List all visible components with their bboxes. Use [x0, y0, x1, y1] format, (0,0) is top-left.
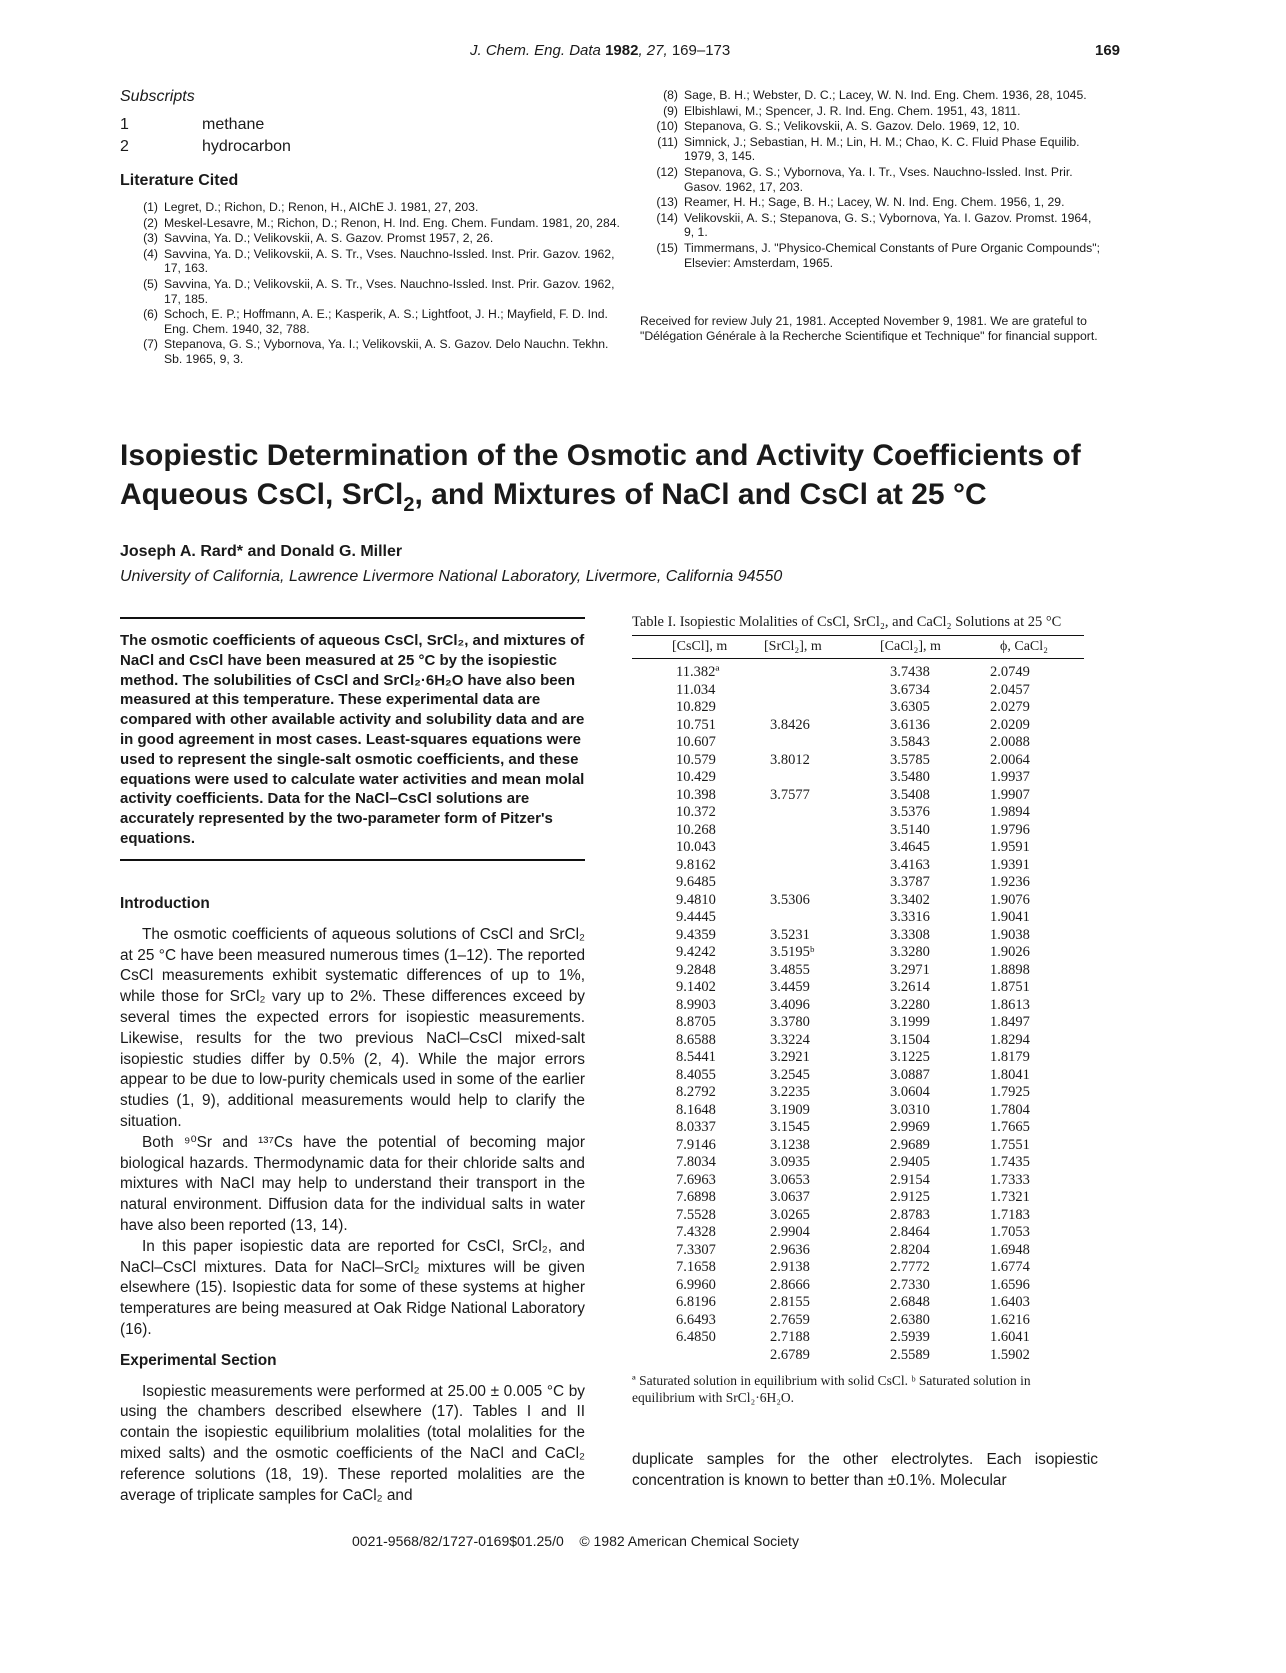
table-row [632, 717, 1092, 735]
cell-phi: 1.6403 [990, 1294, 1030, 1310]
table-header-row [632, 636, 1092, 658]
reference-item [640, 88, 1100, 103]
cell-cscl: 7.1658 [676, 1259, 716, 1275]
page-footer [352, 1533, 799, 1549]
reference-text: Simnick, J.; Sebastian, H. M.; Lin, H. M.; Chao, K. C. Fluid Phase Equilib. 1979, 3, 145. [684, 134, 1080, 164]
table-row [632, 962, 1092, 980]
cell-phi: 1.5902 [990, 1346, 1030, 1363]
cell-srcl2: 3.3224 [770, 1031, 810, 1048]
table-row [632, 682, 1092, 700]
cell-cacl2: 3.5376 [890, 804, 930, 820]
cell-phi: 1.6216 [990, 1311, 1030, 1328]
reference-text: Reamer, H. H.; Sage, B. H.; Lacey, W. N. Ind. Eng. Chem. 1956, 1, 29. [684, 195, 1065, 210]
cell-cscl: 9.1402 [676, 979, 716, 995]
reference-text: Sage, B. H.; Webster, D. C.; Lacey, W. N. Ind. Eng. Chem. 1936, 28, 1045. [684, 88, 1087, 102]
reference-item [640, 211, 1100, 240]
cell-srcl2: 3.1909 [770, 1101, 810, 1118]
cell-srcl2 [742, 664, 860, 682]
cell-cacl2: 3.0887 [890, 1066, 930, 1083]
cell-srcl2: 3.3780 [770, 1014, 810, 1030]
reference-item [640, 119, 1100, 134]
reference-list-left [120, 200, 620, 367]
cell-cscl: 10.829 [676, 699, 716, 715]
cell-srcl2 [742, 874, 860, 892]
cell-cacl2: 2.7330 [890, 1276, 930, 1293]
cell-phi: 1.6948 [990, 1241, 1030, 1258]
cell-cscl [632, 1347, 742, 1365]
cell-phi: 1.9591 [990, 839, 1030, 855]
cell-cacl2: 3.1225 [890, 1049, 930, 1065]
cell-srcl2: 3.0653 [770, 1171, 810, 1188]
cell-cscl: 9.4810 [676, 891, 716, 908]
reference-number: (4) [143, 246, 158, 261]
cell-cscl: 7.4328 [676, 1224, 716, 1240]
reference-number: (7) [143, 337, 158, 352]
cell-srcl2: 3.2921 [770, 1049, 810, 1065]
cell-cscl: 8.8705 [676, 1014, 716, 1030]
reference-text: Stepanova, G. S.; Vybornova, Ya. I. Tr., Vses. Nauchno-Issled. Inst. Prir. Gasov. 1962, 17, 203. [684, 164, 1073, 194]
cell-cacl2: 2.9969 [890, 1119, 930, 1135]
cell-srcl2: 2.7188 [770, 1329, 810, 1345]
reference-number: (8) [663, 88, 678, 102]
reference-text: Velikovskii, A. S.; Stepanova, G. S.; Vybornova, Ya. I. Gazov. Promst. 1964, 9, 1. [684, 210, 1092, 240]
cell-cacl2: 3.6305 [890, 699, 930, 715]
cell-phi: 2.0457 [990, 681, 1030, 698]
table-row [632, 804, 1092, 822]
reference-text: Timmermans, J. "Physico-Chemical Constants of Pure Organic Compounds"; Elsevier: Amsterdam, 1965. [684, 240, 1100, 270]
cell-phi: 1.9236 [990, 874, 1030, 890]
table-row [632, 1277, 1092, 1295]
table-header-phi: ϕ, CaCl₂ [1000, 639, 1049, 654]
table-header-rule [632, 658, 1084, 659]
cell-cacl2: 2.8204 [890, 1241, 930, 1258]
cell-phi: 1.6596 [990, 1276, 1030, 1293]
table-row [632, 1102, 1092, 1120]
reference-item [120, 277, 620, 306]
cell-cacl2: 2.9405 [890, 1154, 930, 1170]
table-caption: Table I. Isopiestic Molalities of CsCl, SrCl₂, and CaCl₂ Solutions at 25 °C [632, 614, 1062, 630]
table-row [632, 927, 1092, 945]
page-number: 169 [1095, 42, 1121, 59]
cell-cscl: 8.6588 [676, 1031, 716, 1048]
cell-srcl2: 3.8012 [770, 751, 810, 768]
cell-phi: 1.8294 [990, 1031, 1030, 1048]
journal-year: 1982 [605, 42, 639, 59]
cell-phi: 2.0064 [990, 751, 1030, 768]
cell-cscl: 8.0337 [676, 1119, 716, 1135]
reference-list-right [640, 88, 1100, 270]
subscript-key: 1 [120, 116, 129, 133]
cell-cscl: 8.2792 [676, 1084, 716, 1100]
cell-srcl2: 3.5231 [770, 926, 810, 943]
table-header-cscl: [CsCl], m [672, 639, 728, 654]
cell-srcl2: 3.4459 [770, 979, 810, 995]
reference-number: (6) [143, 307, 158, 322]
reference-number: (13) [656, 195, 678, 210]
cell-srcl2: 2.8666 [770, 1276, 810, 1293]
cell-phi: 1.7665 [990, 1119, 1030, 1135]
journal-name: J. Chem. Eng. Data [470, 42, 601, 59]
cell-cacl2: 3.4645 [890, 839, 930, 855]
article-title [120, 436, 1180, 525]
reference-text: Stepanova, G. S.; Velikovskii, A. S. Gazov. Delo. 1969, 12, 10. [684, 119, 1020, 134]
subscript-value: methane [202, 116, 265, 133]
cell-cacl2: 3.1504 [890, 1031, 930, 1048]
cell-phi: 1.9894 [990, 804, 1030, 820]
received-note: Received for review July 21, 1981. Accepted November 9, 1981. We are grateful to "Délégation Générale à la Recherche Scientifique et Technique" for financial support. [640, 314, 1098, 343]
reference-number: (5) [143, 276, 158, 291]
cell-phi: 1.6774 [990, 1259, 1030, 1275]
table-footnote: ª Saturated solution in equilibrium with solid CsCl. ᵇ Saturated solution in equilibrium with SrCl₂·6H₂O. [632, 1373, 1031, 1405]
table-row [632, 839, 1092, 857]
cell-srcl2: 3.5306 [770, 891, 810, 908]
cell-srcl2: 2.7659 [770, 1311, 810, 1328]
cell-srcl2 [742, 682, 860, 700]
cell-srcl2 [742, 699, 860, 717]
cell-cacl2: 2.9689 [890, 1136, 930, 1153]
previous-article-tail-left [120, 88, 620, 368]
cell-phi: 1.7551 [990, 1136, 1030, 1153]
cell-cacl2: 3.7438 [890, 664, 930, 680]
intro-paragraph-3: In this paper isopiestic data are reported for CsCl, SrCl₂, and NaCl–CsCl mixtures. Data for NaCl–SrCl₂ mixtures will be given elsewhere (15). Isopiestic data for some of these systems at higher temperatures are being measured at Oak Ridge National Laboratory (16). [120, 1237, 585, 1338]
table-row [632, 1032, 1092, 1050]
cell-phi: 2.0749 [990, 664, 1030, 680]
cell-srcl2: 2.9138 [770, 1259, 810, 1275]
cell-cacl2: 3.6734 [890, 681, 930, 698]
cell-cacl2: 2.6848 [890, 1294, 930, 1310]
cell-cscl: 10.429 [676, 769, 716, 785]
cell-srcl2: 3.2545 [770, 1066, 810, 1083]
table-row [632, 1294, 1092, 1312]
table-row [632, 857, 1092, 875]
cell-phi: 1.9907 [990, 786, 1030, 803]
cell-phi: 1.6041 [990, 1329, 1030, 1345]
table-row [632, 752, 1092, 770]
reference-item [640, 195, 1100, 210]
reference-number: (12) [656, 164, 678, 179]
cell-cscl: 8.4055 [676, 1066, 716, 1083]
cell-phi: 1.7183 [990, 1206, 1030, 1223]
cell-cacl2: 2.5589 [890, 1346, 930, 1363]
cell-cscl: 10.043 [676, 839, 716, 855]
reference-text: Meskel-Lesavre, M.; Richon, D.; Renon, H. Ind. Eng. Chem. Fundam. 1981, 20, 284. [164, 215, 620, 230]
cell-srcl2: 2.9904 [770, 1224, 810, 1240]
cell-phi: 1.9041 [990, 909, 1030, 925]
cell-phi: 1.9038 [990, 926, 1030, 943]
cell-phi: 1.8898 [990, 961, 1030, 978]
cell-srcl2: 3.4855 [770, 961, 810, 978]
reference-text: Schoch, E. P.; Hoffmann, A. E.; Kasperik, A. S.; Lightfoot, J. H.; Mayfield, F. D. Ind. Eng. Chem. 1940, 32, 788. [164, 307, 608, 336]
cell-srcl2 [742, 839, 860, 857]
cell-cscl: 6.9960 [676, 1276, 716, 1293]
cell-srcl2: 2.9636 [770, 1241, 810, 1258]
cell-phi: 1.7925 [990, 1084, 1030, 1100]
table-row [632, 664, 1092, 682]
cell-cacl2: 3.0604 [890, 1084, 930, 1100]
cell-phi: 1.7053 [990, 1224, 1030, 1240]
cell-phi: 1.7435 [990, 1154, 1030, 1170]
cell-srcl2: 3.0935 [770, 1154, 810, 1170]
table-row [632, 1224, 1092, 1242]
reference-item [120, 216, 620, 231]
cell-srcl2 [742, 769, 860, 787]
table-row [632, 1329, 1092, 1347]
cell-cscl: 6.4850 [676, 1329, 716, 1345]
reference-number: (10) [656, 119, 678, 134]
cell-cscl: 7.8034 [676, 1154, 716, 1170]
table-row [632, 1154, 1092, 1172]
cell-srcl2: 3.0637 [770, 1189, 810, 1205]
reference-number: (9) [663, 103, 678, 118]
journal-pages: 169–173 [671, 42, 731, 59]
running-header: J. Chem. Eng. Data 1982, 27, 169–173 [470, 42, 731, 59]
reference-item [120, 337, 620, 366]
table-row [632, 1207, 1092, 1225]
abstract: The osmotic coefficients of aqueous CsCl, SrCl₂, and mixtures of NaCl and CsCl have been measured at 25 °C by the isopiestic method. The solubilities of CsCl and SrCl₂·6H₂O have also been measured at this temperature. These experimental data are compared with other available activity and solubility data and are in good agreement in most cases. Least-squares equations were used to represent the single-salt osmotic coefficients, and these equations were used to calculate water activities and mean molal activity coefficients. Data for the NaCl–CsCl solutions are accurately represented by the two-parameter form of Pitzer's equations. [120, 617, 585, 861]
table-row [632, 1137, 1092, 1155]
cell-srcl2 [742, 857, 860, 875]
cell-phi: 2.0279 [990, 699, 1030, 715]
reference-item [640, 135, 1100, 164]
cell-cacl2: 3.5843 [890, 734, 930, 750]
intro-paragraph-2: Both ⁹⁰Sr and ¹³⁷Cs have the potential of becoming major biological hazards. Thermodynamic data for their chloride salts and mixtures with NaCl may help to understand their transport in the natural environment. Diffusion data for the individual salts in water have also been reported (13, 14). [120, 1133, 585, 1234]
cell-cacl2: 3.5140 [890, 821, 930, 838]
table-row [632, 1347, 1092, 1365]
table-row [632, 787, 1092, 805]
table-row [632, 1259, 1092, 1277]
subscript-row [120, 114, 620, 136]
table-row [632, 1172, 1092, 1190]
cell-srcl2: 3.1238 [770, 1136, 810, 1153]
journal-volume: 27 [646, 42, 664, 59]
cell-phi: 1.9391 [990, 856, 1030, 873]
cell-srcl2: 3.2235 [770, 1084, 810, 1100]
table-row [632, 1014, 1092, 1032]
affiliation: University of California, Lawrence Livermore National Laboratory, Livermore, California 94550 [120, 568, 783, 585]
subscript-value: hydrocarbon [202, 138, 291, 155]
reference-text: Elbishlawi, M.; Spencer, J. R. Ind. Eng. Chem. 1951, 43, 1811. [684, 103, 1021, 118]
title-line-1: Isopiestic Determination of the Osmotic and Activity Coefficients of [120, 439, 1081, 472]
experimental-paragraph-1: Isopiestic measurements were performed at 25.00 ± 0.005 °C by using the chambers described elsewhere (17). Tables I and II contain the isopiestic equilibrium molalities (total molalities for the mixed salts) and the osmotic coefficients of the NaCl and CaCl₂ reference solutions (18, 19). These reported molalities are the average of triplicate samples for CaCl₂ and [120, 1382, 585, 1504]
cell-cacl2: 2.9125 [890, 1189, 930, 1205]
table-row [632, 1189, 1092, 1207]
cell-srcl2: 3.0265 [770, 1206, 810, 1223]
introduction-heading: Introduction [120, 895, 210, 912]
reference-text: Savvina, Ya. D.; Velikovskii, A. S. Tr., Vses. Nauchno-Issled. Inst. Prir. Gazov. 1962, 17, 163. [164, 246, 615, 276]
table-row [632, 1067, 1092, 1085]
cell-cscl: 9.6485 [676, 874, 716, 890]
footer-code: 0021-9568/82/1727-0169$01.25/0 [352, 1533, 564, 1549]
subscript-key: 2 [120, 138, 129, 155]
cell-cacl2: 3.3787 [890, 874, 930, 890]
cell-cscl: 11.382ª [676, 664, 720, 680]
table-row [632, 769, 1092, 787]
cell-cscl: 6.6493 [676, 1311, 716, 1328]
reference-item [640, 241, 1100, 270]
table-row [632, 979, 1092, 997]
body-column-left [120, 894, 585, 1506]
cell-phi: 1.8613 [990, 996, 1030, 1013]
cell-cscl: 8.1648 [676, 1101, 716, 1118]
reference-text: Savvina, Ya. D.; Velikovskii, A. S. Gazov. Promst 1957, 2, 26. [164, 231, 494, 246]
subscript-row [120, 136, 620, 158]
table-header-cacl2: [CaCl₂], m [880, 639, 941, 654]
table-row [632, 699, 1092, 717]
cell-cacl2: 3.5785 [890, 751, 930, 768]
cell-phi: 1.9796 [990, 821, 1030, 838]
reference-item [120, 307, 620, 336]
cell-cscl: 10.268 [676, 821, 716, 838]
cell-cscl: 10.579 [676, 751, 716, 768]
cell-cscl: 7.6898 [676, 1189, 716, 1205]
cell-cscl: 8.5441 [676, 1049, 716, 1065]
cell-srcl2: 3.8426 [770, 716, 810, 733]
cell-cscl: 10.751 [676, 716, 716, 733]
cell-cacl2: 3.3308 [890, 926, 930, 943]
cell-srcl2: 3.7577 [770, 786, 810, 803]
cell-phi: 2.0209 [990, 716, 1030, 733]
cell-phi: 1.8751 [990, 979, 1030, 995]
previous-article-tail-right [640, 88, 1100, 343]
cell-cscl: 9.4359 [676, 926, 716, 943]
cell-phi: 1.9026 [990, 944, 1030, 960]
cell-cacl2: 3.3280 [890, 944, 930, 960]
cell-cscl: 10.607 [676, 734, 716, 750]
cell-cscl: 7.5528 [676, 1206, 716, 1223]
cell-srcl2 [742, 909, 860, 927]
reference-item [120, 200, 620, 215]
table-row [632, 734, 1092, 752]
cell-cacl2: 3.5408 [890, 786, 930, 803]
cell-srcl2: 2.6789 [770, 1346, 810, 1363]
cell-srcl2 [742, 734, 860, 752]
cell-phi: 2.0088 [990, 734, 1030, 750]
cell-cscl: 7.9146 [676, 1136, 716, 1153]
cell-cscl: 9.4445 [676, 909, 716, 925]
cell-phi: 1.7333 [990, 1171, 1030, 1188]
cell-phi: 1.8041 [990, 1066, 1030, 1083]
literature-cited-heading: Literature Cited [120, 172, 239, 189]
cell-cscl: 10.372 [676, 804, 716, 820]
table-row [632, 1312, 1092, 1330]
cell-cscl: 8.9903 [676, 996, 716, 1013]
table-row [632, 822, 1092, 840]
cell-cacl2: 3.6136 [890, 716, 930, 733]
cell-cscl: 7.3307 [676, 1241, 716, 1258]
cell-cacl2: 2.6380 [890, 1311, 930, 1328]
cell-phi: 1.7804 [990, 1101, 1030, 1118]
cell-srcl2: 2.8155 [770, 1294, 810, 1310]
cell-cacl2: 2.8783 [890, 1206, 930, 1223]
table-row [632, 997, 1092, 1015]
cell-cacl2: 3.5480 [890, 769, 930, 785]
table-row [632, 1242, 1092, 1260]
reference-item [120, 247, 620, 276]
reference-text: Savvina, Ya. D.; Velikovskii, A. S. Tr., Vses. Nauchno-Issled. Inst. Prir. Gazov. 1962, 17, 185. [164, 276, 615, 306]
reference-text: Legret, D.; Richon, D.; Renon, H., AIChE J. 1981, 27, 203. [164, 200, 479, 214]
cell-cscl: 11.034 [676, 681, 716, 698]
table-row [632, 944, 1092, 962]
table-row [632, 1119, 1092, 1137]
subscripts-heading: Subscripts [120, 88, 195, 105]
table-1 [632, 614, 1092, 1406]
cell-phi: 1.9076 [990, 891, 1030, 908]
title-line-2: Aqueous CsCl, SrCl$_2$, and Mixtures of NaCl and CsCl at 25 °C [120, 478, 987, 516]
cell-srcl2 [742, 804, 860, 822]
cell-cacl2: 3.2971 [890, 961, 930, 978]
reference-item [640, 104, 1100, 119]
cell-phi: 1.8497 [990, 1014, 1030, 1030]
reference-number: (2) [143, 215, 158, 230]
cell-phi: 1.9937 [990, 769, 1030, 785]
reference-number: (1) [143, 200, 158, 214]
cell-phi: 1.8179 [990, 1049, 1030, 1065]
cell-cscl: 9.8162 [676, 856, 716, 873]
cell-cscl: 9.4242 [676, 944, 716, 960]
reference-number: (11) [657, 134, 678, 149]
cell-cscl: 10.398 [676, 786, 716, 803]
body-column-right: duplicate samples for the other electrolytes. Each isopiestic concentration is known to better than ±0.1%. Molecular [632, 1451, 1098, 1489]
cell-cacl2: 3.2280 [890, 996, 930, 1013]
reference-number: (15) [656, 240, 678, 255]
cell-cacl2: 3.3402 [890, 891, 930, 908]
table-row [632, 909, 1092, 927]
cell-srcl2: 3.5195ᵇ [770, 944, 815, 960]
table-row [632, 1084, 1092, 1102]
cell-cscl: 9.2848 [676, 961, 716, 978]
cell-cacl2: 2.8464 [890, 1224, 930, 1240]
cell-phi: 1.7321 [990, 1189, 1030, 1205]
reference-item [640, 165, 1100, 194]
table-row [632, 1049, 1092, 1067]
table-header-srcl2: [SrCl₂], m [764, 639, 822, 654]
reference-number: (14) [656, 210, 678, 225]
cell-cacl2: 3.4163 [890, 856, 930, 873]
table-row [632, 874, 1092, 892]
cell-srcl2: 3.1545 [770, 1119, 810, 1135]
cell-cacl2: 3.3316 [890, 909, 930, 925]
reference-text: Stepanova, G. S.; Vybornova, Ya. I.; Velikovskii, A. S. Gazov. Delo Nauchn. Tekhn. Sb. 1965, 9, 3. [164, 337, 609, 366]
cell-cacl2: 3.2614 [890, 979, 930, 995]
cell-cacl2: 2.7772 [890, 1259, 930, 1275]
cell-cscl: 6.8196 [676, 1294, 716, 1310]
footer-copyright: © 1982 American Chemical Society [579, 1533, 799, 1549]
experimental-heading: Experimental Section [120, 1351, 277, 1369]
cell-cscl: 7.6963 [676, 1171, 716, 1188]
cell-cacl2: 3.1999 [890, 1014, 930, 1030]
table-body [632, 664, 1092, 1364]
cell-cacl2: 3.0310 [890, 1101, 930, 1118]
authors: Joseph A. Rard* and Donald G. Miller [120, 543, 403, 560]
intro-paragraph-1: The osmotic coefficients of aqueous solutions of CsCl and SrCl₂ at 25 °C have been measured numerous times (1–12). The reported CsCl measurements exhibit systematic differences of up to 1%, while those for SrCl₂ vary up to 2%. These differences exceed by several times the expected errors for isopiestic measurements. Likewise, results for the two previous NaCl–CsCl mixed-salt isopiestic studies differ by 0.5% (2, 4). While the major errors appear to be due to low-purity chemicals used in some of the earlier studies (1, 9), additional measurements would help to clarify the situation. [120, 925, 585, 1130]
cell-srcl2 [742, 822, 860, 840]
cell-srcl2: 3.4096 [770, 996, 810, 1013]
cell-cacl2: 2.5939 [890, 1329, 930, 1345]
reference-number: (3) [143, 231, 158, 246]
table-row [632, 892, 1092, 910]
cell-cacl2: 2.9154 [890, 1171, 930, 1188]
reference-item [120, 231, 620, 246]
